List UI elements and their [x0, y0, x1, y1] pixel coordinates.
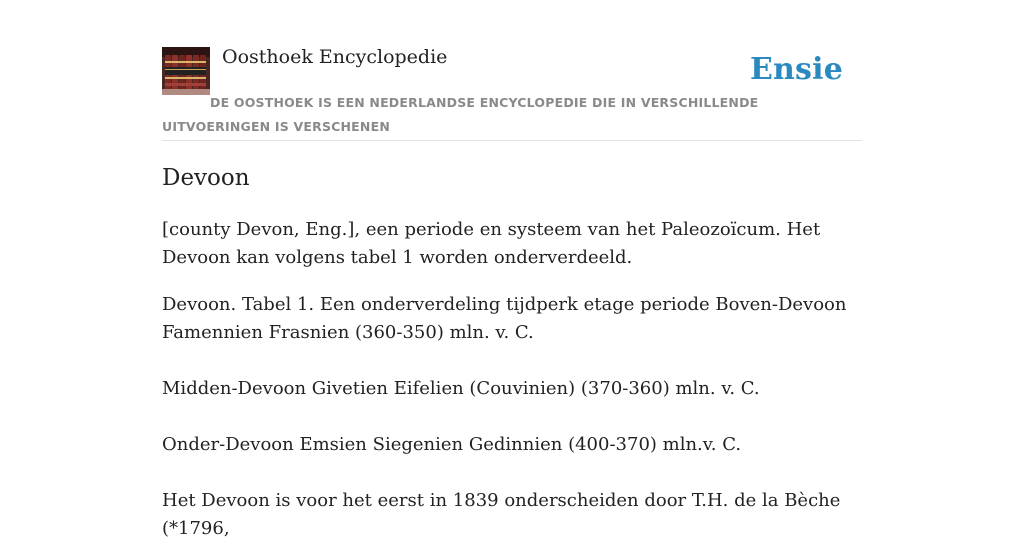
- encyclopedia-books-icon: [162, 47, 210, 95]
- entry-content: [162, 162, 862, 543]
- brand-logo[interactable]: Ensie: [749, 52, 843, 87]
- entry-continuation: Het Devoon is voor het eerst in 1839 onderscheiden door T.H. de la Bèche (*1796,: [162, 490, 841, 539]
- site-tagline: DE OOSTHOEK IS EEN NEDERLANDSE ENCYCLOPEDIE DIE IN VERSCHILLENDE UITVOERINGEN IS VERSCHENEN: [162, 95, 759, 134]
- entry-title: Devoon: [162, 165, 250, 191]
- table-caption: Devoon. Tabel 1. Een onderverdeling tijdperk etage periode Boven-Devoon Famennien Frasnien (360-350) mln. v. C.: [162, 294, 847, 343]
- table-row: Onder-Devoon Emsien Siegenien Gedinnien (400-370) mln.v. C.: [162, 434, 742, 455]
- table-row: Midden-Devoon Givetien Eifelien (Couvinien) (370-360) mln. v. C.: [162, 378, 760, 399]
- site-title[interactable]: Oosthoek Encyclopedie: [222, 46, 448, 68]
- entry-intro: [county Devon, Eng.], een periode en systeem van het Paleozoïcum. Het Devoon kan volgens tabel 1 worden onderverdeeld.: [162, 219, 821, 268]
- site-header: [162, 0, 862, 141]
- page: [162, 0, 862, 539]
- site-avatar[interactable]: [162, 47, 210, 95]
